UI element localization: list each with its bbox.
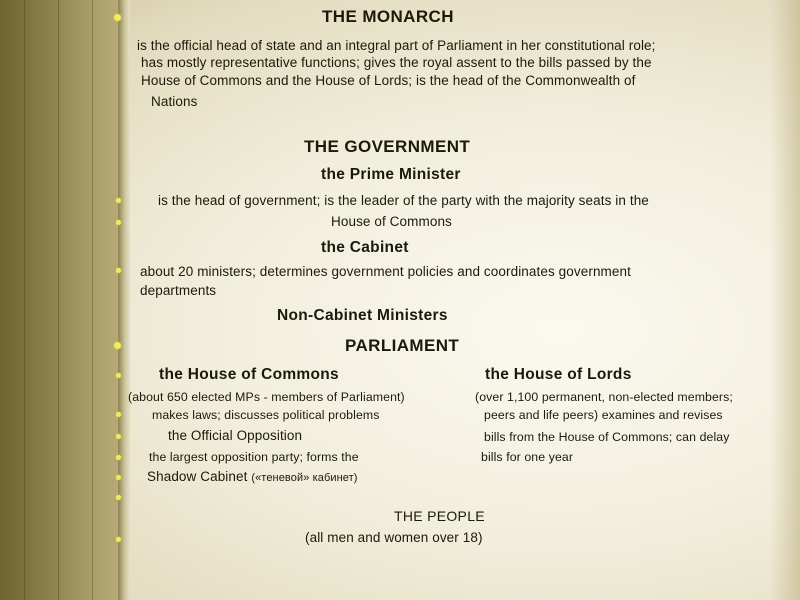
lords-text: bills for one year xyxy=(481,450,574,464)
shadow-cabinet-line xyxy=(147,469,358,484)
cabinet-text: about 20 ministers; determines government policies and coordinates government xyxy=(140,264,631,279)
lords-text: (over 1,100 permanent, non-elected members; xyxy=(475,390,733,404)
shadow-cabinet-label: Shadow Cabinet xyxy=(147,469,248,484)
decorative-side-band xyxy=(118,0,130,600)
people-text: (all men and women over 18) xyxy=(305,530,483,545)
government-heading: THE GOVERNMENT xyxy=(304,137,471,156)
cabinet-heading: the Cabinet xyxy=(321,239,409,256)
official-opposition-heading: the Official Opposition xyxy=(168,428,303,443)
bullet-icon xyxy=(116,537,121,542)
bullet-icon xyxy=(116,198,121,203)
shadow-cabinet-note: («теневой» кабинет) xyxy=(251,472,358,484)
stripe-line xyxy=(92,0,93,600)
parliament-heading: PARLIAMENT xyxy=(345,336,460,355)
lords-text: bills from the House of Commons; can delay xyxy=(484,430,730,444)
prime-minister-heading: the Prime Minister xyxy=(321,166,461,183)
monarch-text-line: Nations xyxy=(151,94,198,109)
commons-text: makes laws; discusses political problems xyxy=(152,408,380,422)
bullet-icon xyxy=(116,220,121,225)
bullet-icon xyxy=(114,14,121,21)
prime-minister-text: House of Commons xyxy=(331,214,452,229)
stripe-line xyxy=(24,0,25,600)
commons-text: the largest opposition party; forms the xyxy=(149,450,359,464)
decorative-side-stripe xyxy=(0,0,125,600)
bullet-icon xyxy=(116,475,121,480)
monarch-text-line: has mostly representative functions; gives the royal assent to the bills passed by the xyxy=(141,55,652,70)
bullet-icon xyxy=(116,373,121,378)
right-edge-shade xyxy=(770,0,800,600)
bullet-icon xyxy=(116,268,121,273)
people-heading: THE PEOPLE xyxy=(394,508,485,524)
house-of-lords-heading: the House of Lords xyxy=(485,366,632,383)
prime-minister-text: is the head of government; is the leader of the party with the majority seats in the xyxy=(158,193,649,208)
house-of-commons-heading: the House of Commons xyxy=(159,366,339,383)
cabinet-text: departments xyxy=(140,283,217,298)
bullet-icon xyxy=(116,412,121,417)
monarch-text-line: is the official head of state and an integral part of Parliament in her constitutional role; xyxy=(137,38,656,53)
monarch-heading: THE MONARCH xyxy=(322,7,454,26)
stripe-line xyxy=(58,0,59,600)
monarch-text-line: House of Commons and the House of Lords; is the head of the Commonwealth of xyxy=(141,73,636,88)
lords-text: peers and life peers) examines and revises xyxy=(484,408,723,422)
commons-text: (about 650 elected MPs - members of Parliament) xyxy=(128,390,405,404)
non-cabinet-ministers-heading: Non-Cabinet Ministers xyxy=(277,307,448,324)
bullet-icon xyxy=(116,495,121,500)
bullet-icon xyxy=(116,455,121,460)
bullet-icon xyxy=(114,342,121,349)
bullet-icon xyxy=(116,434,121,439)
